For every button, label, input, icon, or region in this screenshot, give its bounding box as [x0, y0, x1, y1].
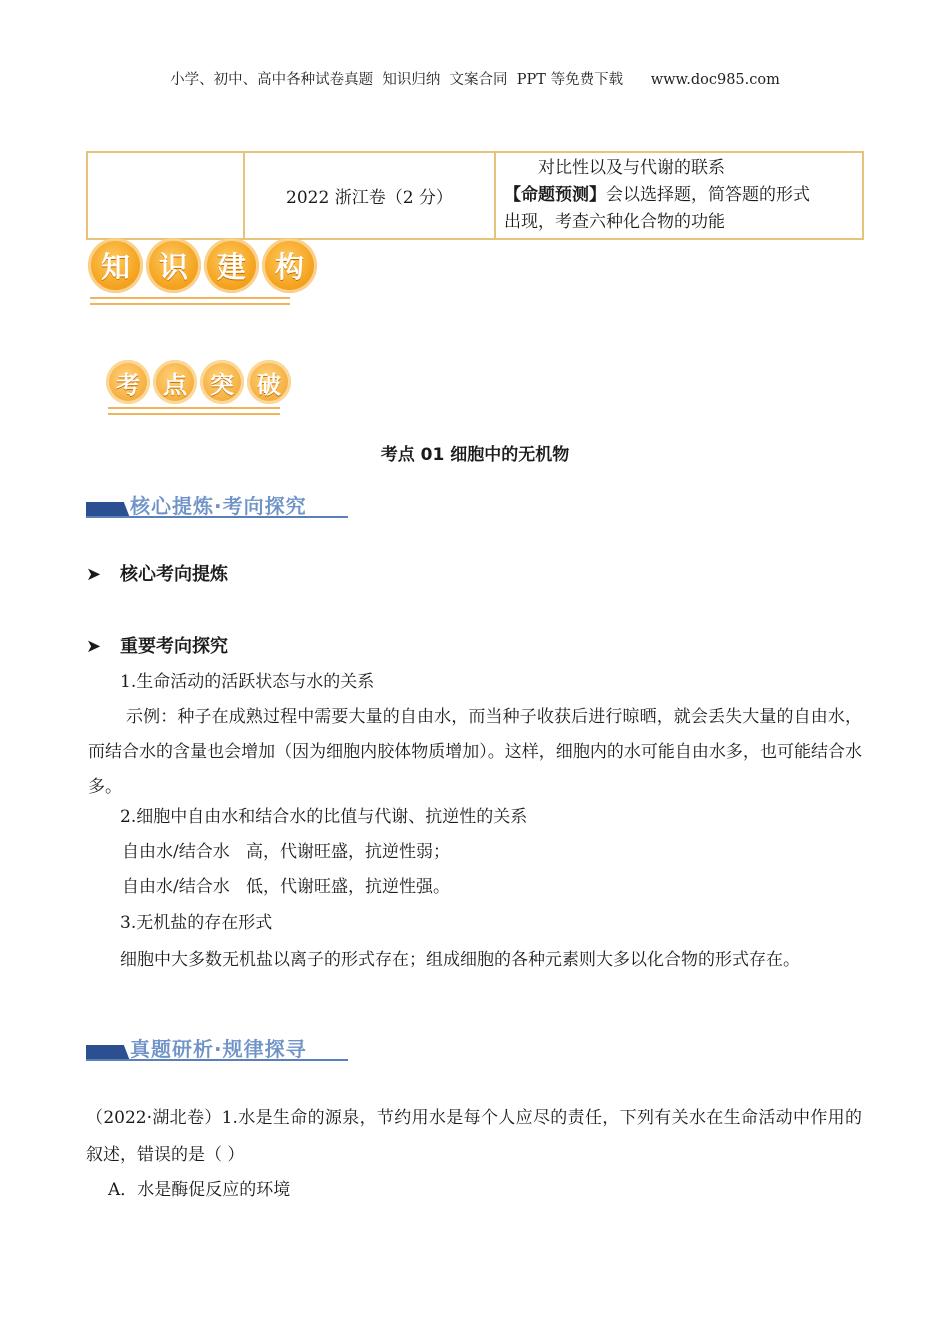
bullet-important-direction: [86, 632, 228, 658]
arrow-bullet-icon: ➤: [86, 564, 102, 585]
section-title: 考点 01 细胞中的无机物: [380, 445, 570, 465]
exam-table: [86, 151, 864, 240]
item2-line2: 自由水/结合水 低，代谢旺盛，抗逆性强。: [122, 877, 450, 897]
bullet-text: 核心考向提炼: [120, 564, 228, 585]
knowledge-construction-badge: [88, 238, 317, 309]
badge-char: 破: [247, 360, 291, 404]
exam-note-line3: 出现，考查六种化合物的功能: [504, 212, 725, 232]
badge-underline: [108, 407, 280, 415]
exam-note-line1: 对比性以及与代谢的联系: [538, 158, 725, 178]
banner-title: 真题研析·规律探寻: [130, 1037, 307, 1061]
exam-table-cell-exam: 2022 浙江卷（2 分）: [244, 152, 495, 239]
item2-line1: 自由水/结合水 高，代谢旺盛，抗逆性弱；: [122, 842, 450, 862]
banner-title: 核心提炼·考向探究: [130, 494, 307, 518]
item1-example: 示例：种子在成熟过程中需要大量的自由水，而当种子收获后进行晾晒，就会丢失大量的自由水，而结合水的含量也会增加（因为细胞内胶体物质增加）。这样，细胞内的水可能自由水多，也可能结合水多。: [88, 707, 862, 797]
prediction-text: 会以选择题，简答题的形式: [606, 185, 810, 205]
badge-char: 识: [146, 238, 201, 293]
exam-note-line2: [504, 182, 856, 209]
prediction-label: 【命题预测】: [504, 185, 606, 205]
exam-table-cell-notes: [495, 152, 863, 239]
badge-char: 点: [153, 360, 197, 404]
item2-title: 2.细胞中自由水和结合水的比值与代谢、抗逆性的关系: [120, 807, 528, 827]
question-stem: （2022·湖北卷）1.水是生命的源泉，节约用水是每个人应尽的责任，下列有关水在生命活动中作用的叙述，错误的是（ ）: [86, 1108, 862, 1165]
bullet-text: 重要考向探究: [120, 636, 228, 657]
page-header: 小学、初中、高中各种试卷真题 知识归纳 文案合同 PPT 等免费下载 www.doc985.com: [170, 72, 780, 88]
banner-real-exam: [86, 1033, 348, 1063]
option-a: A．水是酶促反应的环境: [108, 1180, 291, 1200]
item1-title: 1.生命活动的活跃状态与水的关系: [120, 672, 375, 692]
badge-underline: [90, 297, 290, 305]
key-point-breakthrough-badge: [106, 360, 291, 419]
badge-char: 建: [204, 238, 259, 293]
badge-char: 考: [106, 360, 150, 404]
badge-char: 突: [200, 360, 244, 404]
item3-title: 3.无机盐的存在形式: [120, 913, 273, 933]
badge-char: 知: [88, 238, 143, 293]
item3-body: 细胞中大多数无机盐以离子的形式存在；组成细胞的各种元素则大多以化合物的形式存在。: [120, 950, 800, 970]
banner-core-refinement: [86, 490, 348, 520]
exam-table-cell-empty: [87, 152, 244, 239]
badge-char: 构: [262, 238, 317, 293]
bullet-core-direction: [86, 560, 228, 586]
arrow-bullet-icon: ➤: [86, 636, 102, 657]
